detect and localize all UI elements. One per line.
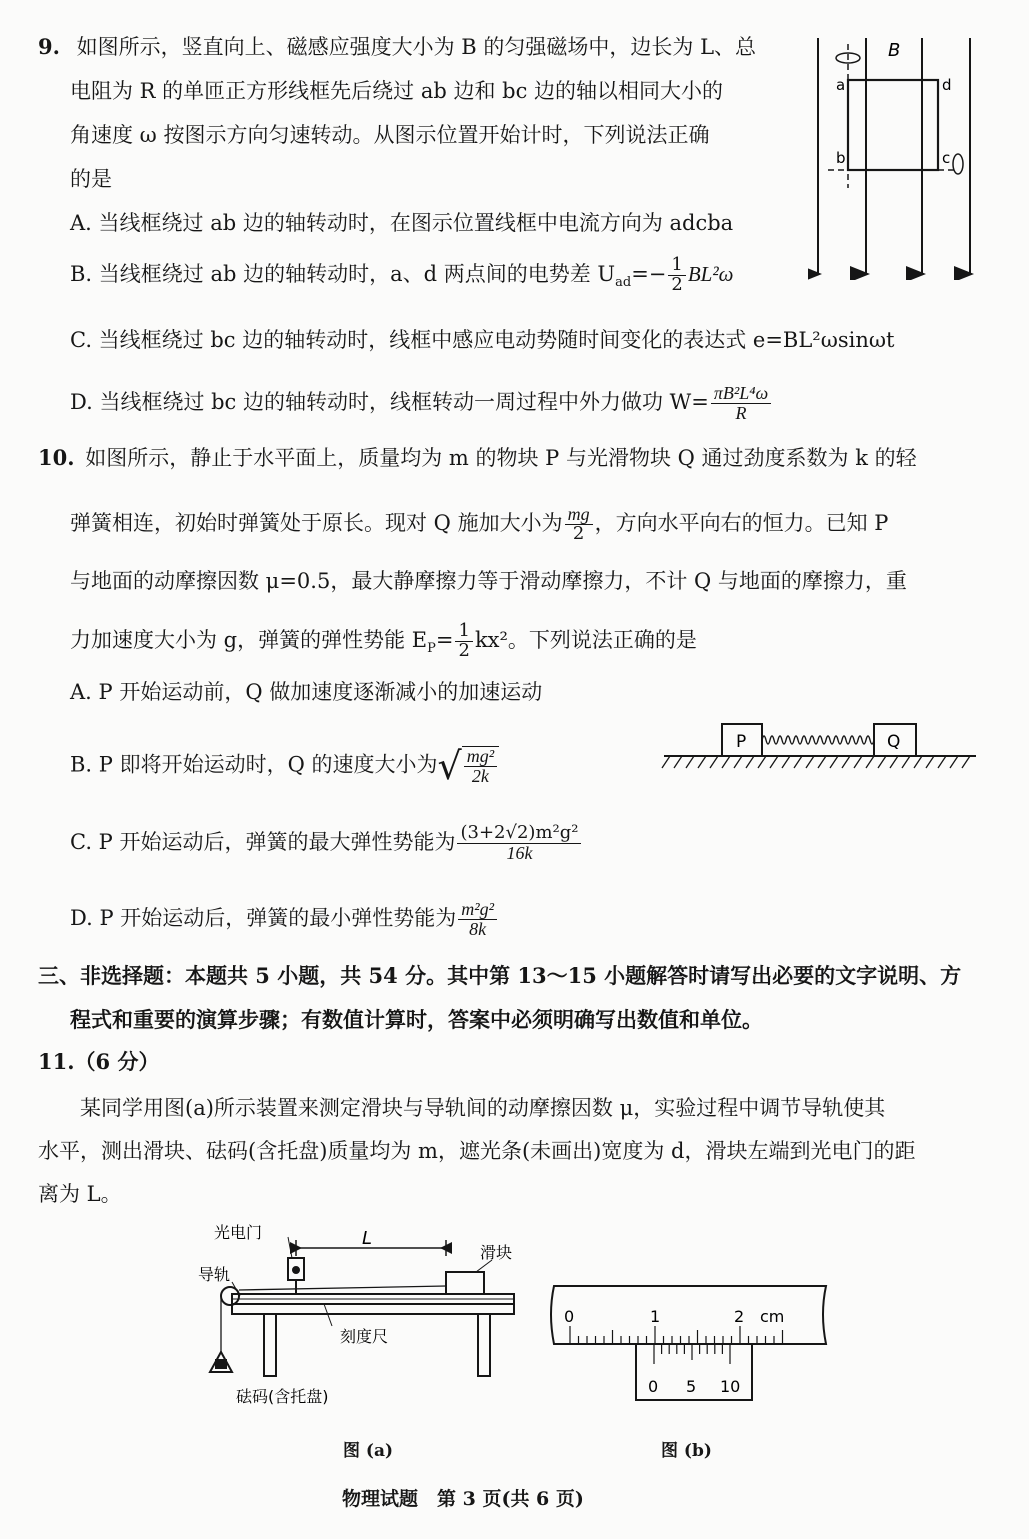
- q10-line-1-text: 如图所示，静止于水平面上，质量均为 m 的物块 P 与光滑物块 Q 通过劲度系数为 k 的轻: [85, 446, 917, 470]
- q10-option-b-text: B. P 即将开始运动时，Q 的速度大小为: [70, 752, 438, 777]
- q9-option-b-text: B. 当线框绕过 ab 边的轴转动时，a、d 两点间的电势差 U: [70, 261, 616, 286]
- corner-a: a: [836, 76, 846, 94]
- corner-c: c: [942, 149, 951, 167]
- main-scale-0: 0: [564, 1307, 575, 1326]
- block-p-label: P: [736, 732, 747, 752]
- q9-stem-2: 电阻为 R 的单匝正方形线框先后绕过 ab 边和 bc 边的轴以相同大小的: [70, 79, 724, 103]
- spring: [762, 736, 874, 744]
- q9-option-b-den: 2: [671, 273, 683, 295]
- q9-option-d-den: R: [735, 402, 747, 423]
- q10-figure: [660, 716, 980, 774]
- q9-stem-1: 如图所示，竖直向上、磁感应强度大小为 B 的匀强磁场中，边长为 L、总: [76, 35, 757, 59]
- slider-label: 滑块: [480, 1243, 513, 1262]
- q9-option-b: [70, 256, 733, 297]
- main-scale-2: 2: [734, 1307, 745, 1326]
- q10-line-2-frac: [565, 505, 593, 544]
- square-loop: [848, 80, 938, 170]
- vernier-0: 0: [648, 1377, 659, 1396]
- q9-option-b-num: 1: [668, 256, 685, 276]
- vernier-10: 10: [720, 1377, 741, 1396]
- main-scale-body: [551, 1286, 826, 1344]
- slider-block: [446, 1272, 484, 1294]
- q10-option-d-num: m²g²: [458, 900, 497, 920]
- weight-block: [216, 1360, 226, 1368]
- scale-label: 刻度尺: [340, 1327, 389, 1346]
- q10-option-c-text: C. P 开始运动后，弹簧的最大弹性势能为: [70, 829, 456, 854]
- corner-b: b: [836, 149, 846, 167]
- length-label: L: [362, 1228, 373, 1249]
- page-footer: 物理试题 第 3 页(共 6 页): [342, 1488, 584, 1510]
- q9-figure: [808, 28, 998, 280]
- weights-label: 砝码(含托盘): [236, 1387, 329, 1406]
- photogate-label: 光电门: [214, 1223, 263, 1242]
- q9-stem-4: 的是: [70, 167, 112, 191]
- section3-line-1: 三、非选择题：本题共 5 小题，共 54 分。其中第 13～15 小题解答时请写出必要的文字说明、方: [38, 963, 962, 988]
- q10-option-c-num: (3+2√2)m²g²: [457, 824, 581, 844]
- section3-line-2: 程式和重要的演算步骤；有数值计算时，答案中必须明确写出数值和单位。: [70, 1007, 763, 1032]
- vernier-5: 5: [686, 1377, 697, 1396]
- q10-line-2a: 弹簧相连，初始时弹簧处于原长。现对 Q 施加大小为: [70, 510, 563, 535]
- q9-line-1: [38, 33, 756, 61]
- main-scale-1: 1: [650, 1307, 661, 1326]
- q10-option-b-den: 2k: [471, 765, 489, 786]
- table-leg-right: [478, 1314, 490, 1376]
- figure-a-caption: 图 (a): [343, 1441, 394, 1461]
- q10-line-4-num: 1: [455, 622, 472, 642]
- q10-line-4b: kx²。下列说法正确的是: [474, 627, 697, 652]
- q9-option-b-eq: =−: [631, 261, 667, 286]
- q9-option-b-tail: BL²ω: [687, 261, 734, 286]
- q10-option-b: [70, 743, 499, 788]
- q9-option-d-frac: [711, 384, 771, 423]
- q10-option-b-sqrt: √ $\frac{\text{mg²}}{2k}$: [437, 746, 499, 786]
- q10-line-2: [70, 505, 888, 544]
- block-q-label: Q: [887, 732, 901, 752]
- q10-option-d-den: 8k: [469, 918, 487, 939]
- figure-b-caption: 图 (b): [661, 1441, 712, 1461]
- q11-figure-a: [192, 1220, 542, 1425]
- q10-option-c: [70, 824, 583, 863]
- q9-option-b-sub: ad: [615, 275, 632, 291]
- corner-d: d: [942, 76, 952, 94]
- main-scale-unit: cm: [760, 1307, 785, 1326]
- q11-header: [38, 1048, 159, 1076]
- q10-line-2-num: mg: [565, 505, 593, 525]
- rail-label: 导轨: [198, 1265, 231, 1284]
- q10-option-d-text: D. P 开始运动后，弹簧的最小弹性势能为: [70, 905, 457, 930]
- q11-line-2: 水平，测出滑块、砝码(含托盘)质量均为 m，遮光条(未画出)宽度为 d，滑块左端到光电门的距: [38, 1139, 916, 1163]
- q10-line-4-den: 2: [458, 639, 470, 661]
- q10-line-4-eq: =: [435, 627, 454, 652]
- q10-line-4: [70, 622, 697, 663]
- q10-line-4-sub: P: [427, 641, 436, 657]
- q9-option-d-num: πB²L⁴ω: [711, 384, 771, 404]
- table-leg-left: [264, 1314, 276, 1376]
- q10-option-c-den: 16k: [506, 842, 533, 863]
- q11-line-3: 离为 L。: [38, 1182, 122, 1206]
- q9-number: 9.: [38, 34, 60, 59]
- field-label: B: [888, 40, 901, 61]
- q9-option-a: A. 当线框绕过 ab 边的轴转动时，在图示位置线框中电流方向为 adcba: [70, 211, 734, 235]
- q9-option-d-text: D. 当线框绕过 bc 边的轴转动时，线框转动一周过程中外力做功 W=: [70, 389, 709, 414]
- q10-line-1: [38, 444, 917, 472]
- q11-header-text: 11.（6 分）: [38, 1049, 160, 1074]
- q9-option-b-frac: [668, 256, 685, 295]
- rotation-arrow-bc: [953, 154, 963, 174]
- q10-line-2-den: 2: [572, 522, 585, 544]
- q10-option-a: A. P 开始运动前，Q 做加速度逐渐减小的加速运动: [70, 680, 543, 704]
- q10-number: 10.: [38, 445, 75, 470]
- q10-option-d: [70, 900, 499, 939]
- table-top: [232, 1304, 514, 1314]
- q10-line-2b: ，方向水平向右的恒力。已知 P: [594, 510, 889, 535]
- q9-option-d: [70, 384, 773, 423]
- q9-stem-3: 角速度 ω 按图示方向匀速转动。从图示位置开始计时，下列说法正确: [70, 123, 710, 147]
- q9-option-c: C. 当线框绕过 bc 边的轴转动时，线框中感应电动势随时间变化的表达式 e=BL²ωsinωt: [70, 328, 895, 352]
- q11-figure-b: [540, 1280, 840, 1404]
- q10-line-3: 与地面的动摩擦因数 μ=0.5，最大静摩擦力等于滑动摩擦力，不计 Q 与地面的摩擦力，重: [70, 569, 907, 593]
- q10-option-b-num: mg²: [464, 747, 497, 767]
- ground-hatch: [662, 756, 970, 768]
- q10-line-4a: 力加速度大小为 g，弹簧的弹性势能 E: [70, 627, 428, 652]
- q10-option-d-frac: [458, 900, 497, 939]
- q10-line-4-frac: [455, 622, 472, 661]
- q11-line-1: 某同学用图(a)所示装置来测定滑块与导轨间的动摩擦因数 μ，实验过程中调节导轨使其: [80, 1096, 886, 1120]
- q10-option-c-frac: [457, 824, 581, 863]
